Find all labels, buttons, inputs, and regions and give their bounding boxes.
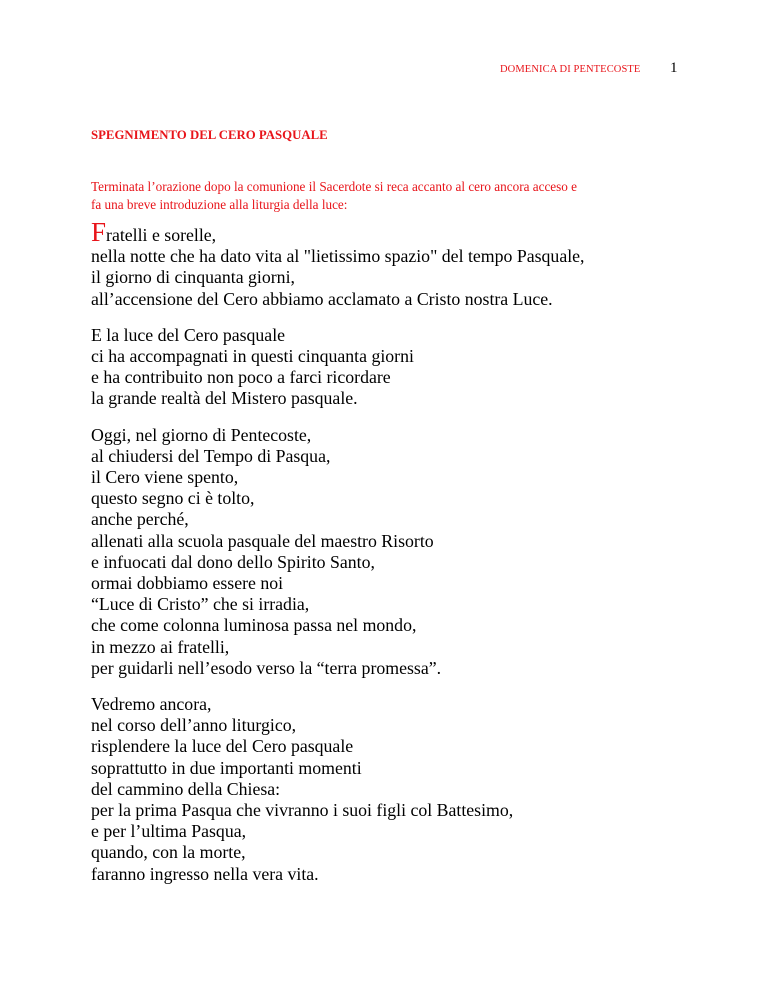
stanza-line: ormai dobbiamo essere noi <box>91 573 284 594</box>
stanza-line: e per l’ultima Pasqua, <box>91 821 247 842</box>
section-title: SPEGNIMENTO DEL CERO PASQUALE <box>91 128 328 142</box>
stanza-line: del cammino della Chiesa: <box>91 778 281 799</box>
stanza-line: Oggi, nel giorno di Pentecoste, <box>91 424 312 445</box>
stanza <box>91 217 691 310</box>
stanza-line: questo segno ci è tolto, <box>91 488 255 509</box>
stanza-line: e ha contribuito non poco a farci ricordare <box>91 367 391 388</box>
stanza-line: faranno ingresso nella vera vita. <box>91 863 319 884</box>
stanza-line: all’accensione del Cero abbiamo acclamato a Cristo nostra Luce. <box>91 288 553 309</box>
stanza-line: nella notte che ha dato vita al "lietissimo spazio" del tempo Pasquale, <box>91 246 585 267</box>
rubric-instruction <box>91 178 731 214</box>
stanza-line: nel corso dell’anno liturgico, <box>91 715 297 736</box>
stanza-line: e infuocati dal dono dello Spirito Santo, <box>91 551 375 572</box>
stanza-line: per guidarli nell’esodo verso la “terra promessa”. <box>91 657 442 678</box>
stanza <box>91 325 691 410</box>
stanza-line: soprattutto in due importanti momenti <box>91 757 362 778</box>
stanza-line <box>91 217 691 247</box>
stanza-line-text: ratelli e sorelle, <box>106 225 217 245</box>
rubric-line: fa una breve introduzione alla liturgia della luce: <box>91 197 348 212</box>
stanza-line: E la luce del Cero pasquale <box>91 324 286 345</box>
rubric-line: Terminata l’orazione dopo la comunione il Sacerdote si reca accanto al cero ancora acceso e <box>91 179 578 194</box>
stanza-line: Vedremo ancora, <box>91 694 212 715</box>
drop-cap: F <box>91 217 107 247</box>
running-header-title: DOMENICA DI PENTECOSTE <box>500 64 641 75</box>
stanza-line: quando, con la morte, <box>91 842 246 863</box>
stanza-line: anche perché, <box>91 509 189 530</box>
stanza-line: che come colonna luminosa passa nel mondo, <box>91 615 417 636</box>
stanza <box>91 425 691 679</box>
stanza-line: il giorno di cinquanta giorni, <box>91 267 295 288</box>
page-number: 1 <box>670 60 678 76</box>
stanza-line: la grande realtà del Mistero pasquale. <box>91 388 358 409</box>
stanza-line: risplendere la luce del Cero pasquale <box>91 736 354 757</box>
stanza-line: “Luce di Cristo” che si irradia, <box>91 594 310 615</box>
liturgical-text <box>91 217 691 900</box>
stanza-line: il Cero viene spento, <box>91 467 239 488</box>
stanza-line: al chiudersi del Tempo di Pasqua, <box>91 445 331 466</box>
stanza <box>91 694 691 885</box>
stanza-line: allenati alla scuola pasquale del maestro Risorto <box>91 530 434 551</box>
stanza-line: ci ha accompagnati in questi cinquanta giorni <box>91 346 414 367</box>
stanza-line: per la prima Pasqua che vivranno i suoi figli col Battesimo, <box>91 800 514 821</box>
stanza-line: in mezzo ai fratelli, <box>91 636 230 657</box>
